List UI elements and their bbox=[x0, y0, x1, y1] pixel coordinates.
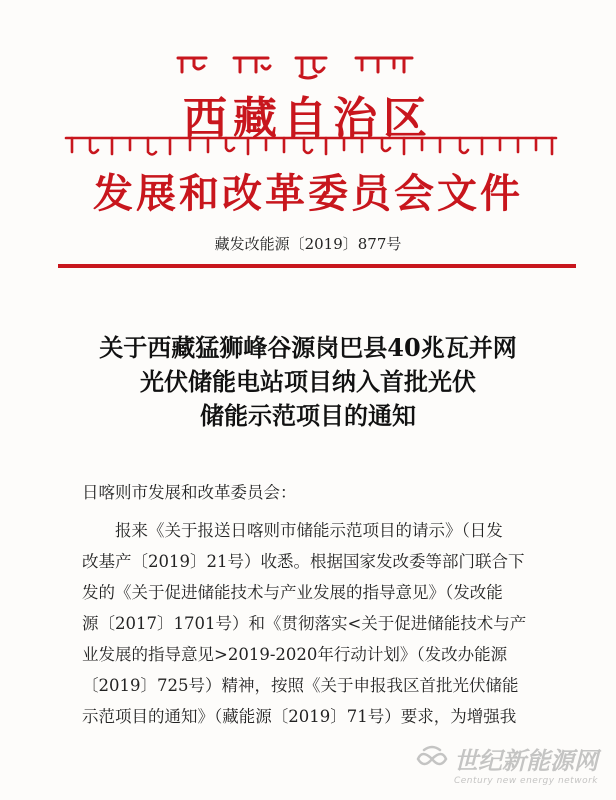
addressee: 日喀则市发展和改革委员会： bbox=[82, 483, 297, 502]
body-line: 报来《关于报送日喀则市储能示范项目的请示》（日发 bbox=[82, 521, 503, 540]
body-line: 业发展的指导意见>2019-2020年行动计划》（发改办能源 bbox=[82, 645, 508, 664]
swirl-logo-icon bbox=[414, 744, 450, 774]
body-line: 源〔2017〕1701号）和《贯彻落实<关于促进储能技术与产 bbox=[82, 614, 527, 633]
body-line: 改基产〔2019〕21号）收悉。根据国家发改委等部门联合下 bbox=[82, 552, 525, 571]
subject-line-2: 光伏储能电站项目纳入首批光伏 bbox=[140, 367, 476, 396]
body-line: 示范项目的通知》（藏能源〔2019〕71号）要求，为增强我 bbox=[82, 707, 517, 726]
body-line: 〔2019〕725号）精神，按照《关于申报我区首批光伏储能 bbox=[82, 676, 519, 695]
subject-line-3: 储能示范项目的通知 bbox=[200, 401, 416, 430]
issuer-title: 西藏自治区 bbox=[183, 93, 433, 144]
watermark-text: 世纪新能源网 bbox=[454, 747, 598, 775]
subject-line-1: 关于西藏猛狮峰谷源岗巴县40兆瓦并网 bbox=[99, 333, 517, 362]
tibetan-header-line-2 bbox=[0, 130, 616, 162]
watermark-subtitle: Century new energy network bbox=[453, 776, 598, 786]
tibetan-header-line-1 bbox=[0, 48, 616, 82]
body-line: 发的《关于促进储能技术与产业发展的指导意见》（发改能 bbox=[82, 583, 503, 602]
red-divider-line bbox=[58, 264, 576, 268]
watermark bbox=[414, 741, 598, 786]
document-number: 藏发改能源〔2019〕877号 bbox=[214, 235, 402, 253]
document-type-title: 发展和改革委员会文件 bbox=[93, 170, 523, 217]
